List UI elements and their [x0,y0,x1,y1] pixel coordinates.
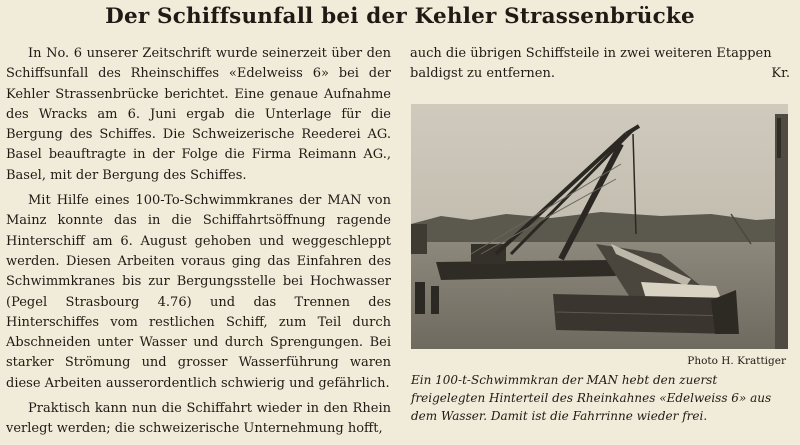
photo-left-pile [415,282,425,314]
article-body-right-column [410,44,790,85]
paragraph-1: In No. 6 unserer Zeitschrift wurde seinerzeit über den Schiffsunfall des Rheinschiffes «Edelweiss 6» bei der Kehler Strassenbrücke berichtet. Eine genaue Aufnahme des Wracks am 6. Juni ergab die Unterlage für die Bergung des Schiffes. Die Schweizerische Reederei AG. Basel beauftragte in der Folge die Firma Reimann AG., Basel, mit der Bergung des Schiffes. [6,46,391,183]
photo-left-trees [411,224,427,254]
paragraph-2: Mit Hilfe eines 100-To-Schwimmkranes der MAN von Mainz konnte das in die Schiffahrtsöffnung ragende Hinterschiff am 6. August gehoben und weggeschleppt werden. Diesen Arbeiten voraus ging das Einfahren des Schwimmkranes bis zur Bergungsstelle bei Hochwasser (Pegel Strasbourg 4.76) und das Trennen des Hinterschiffes vom restlichen Schiff, zum Teil durch Abschneiden unter Wasser und durch Sprengungen. Bei starker Strömung und grosser Wasserführung waren diese Arbeiten ausserordentlich schwierig und gefährlich. [6,193,391,391]
photo-bridge-pillar [775,114,788,349]
photo-credit: Photo H. Krattiger [687,355,786,367]
salvage-photo [411,104,788,349]
continuation-line-2: baldigst zu entfernen. [410,66,555,82]
salvage-photo-illustration [411,104,788,349]
continuation-line-2-row [410,64,790,84]
photo-caption: Ein 100-t-Schwimmkran der MAN hebt den zuerst freigelegten Hinterteil des Rheinkahnes «Edelweiss 6» aus dem Wasser. Damit ist die Fahrrinne wieder frei. [411,373,772,423]
article-body-left-column [6,44,391,445]
author-initials: Kr. [771,66,790,82]
paragraph-3: Praktisch kann nun die Schiffahrt wieder in den Rhein verlegt werden; die schweizerische Unternehmung hofft, [6,401,391,437]
continuation-line-1: auch die übrigen Schiffsteile in zwei weiteren Etappen [410,46,772,61]
article-title: Der Schiffsunfall bei der Kehler Strassenbrücke [105,4,695,29]
photo-left-pile-2 [431,286,439,314]
photo-pillar-detail [777,118,781,158]
